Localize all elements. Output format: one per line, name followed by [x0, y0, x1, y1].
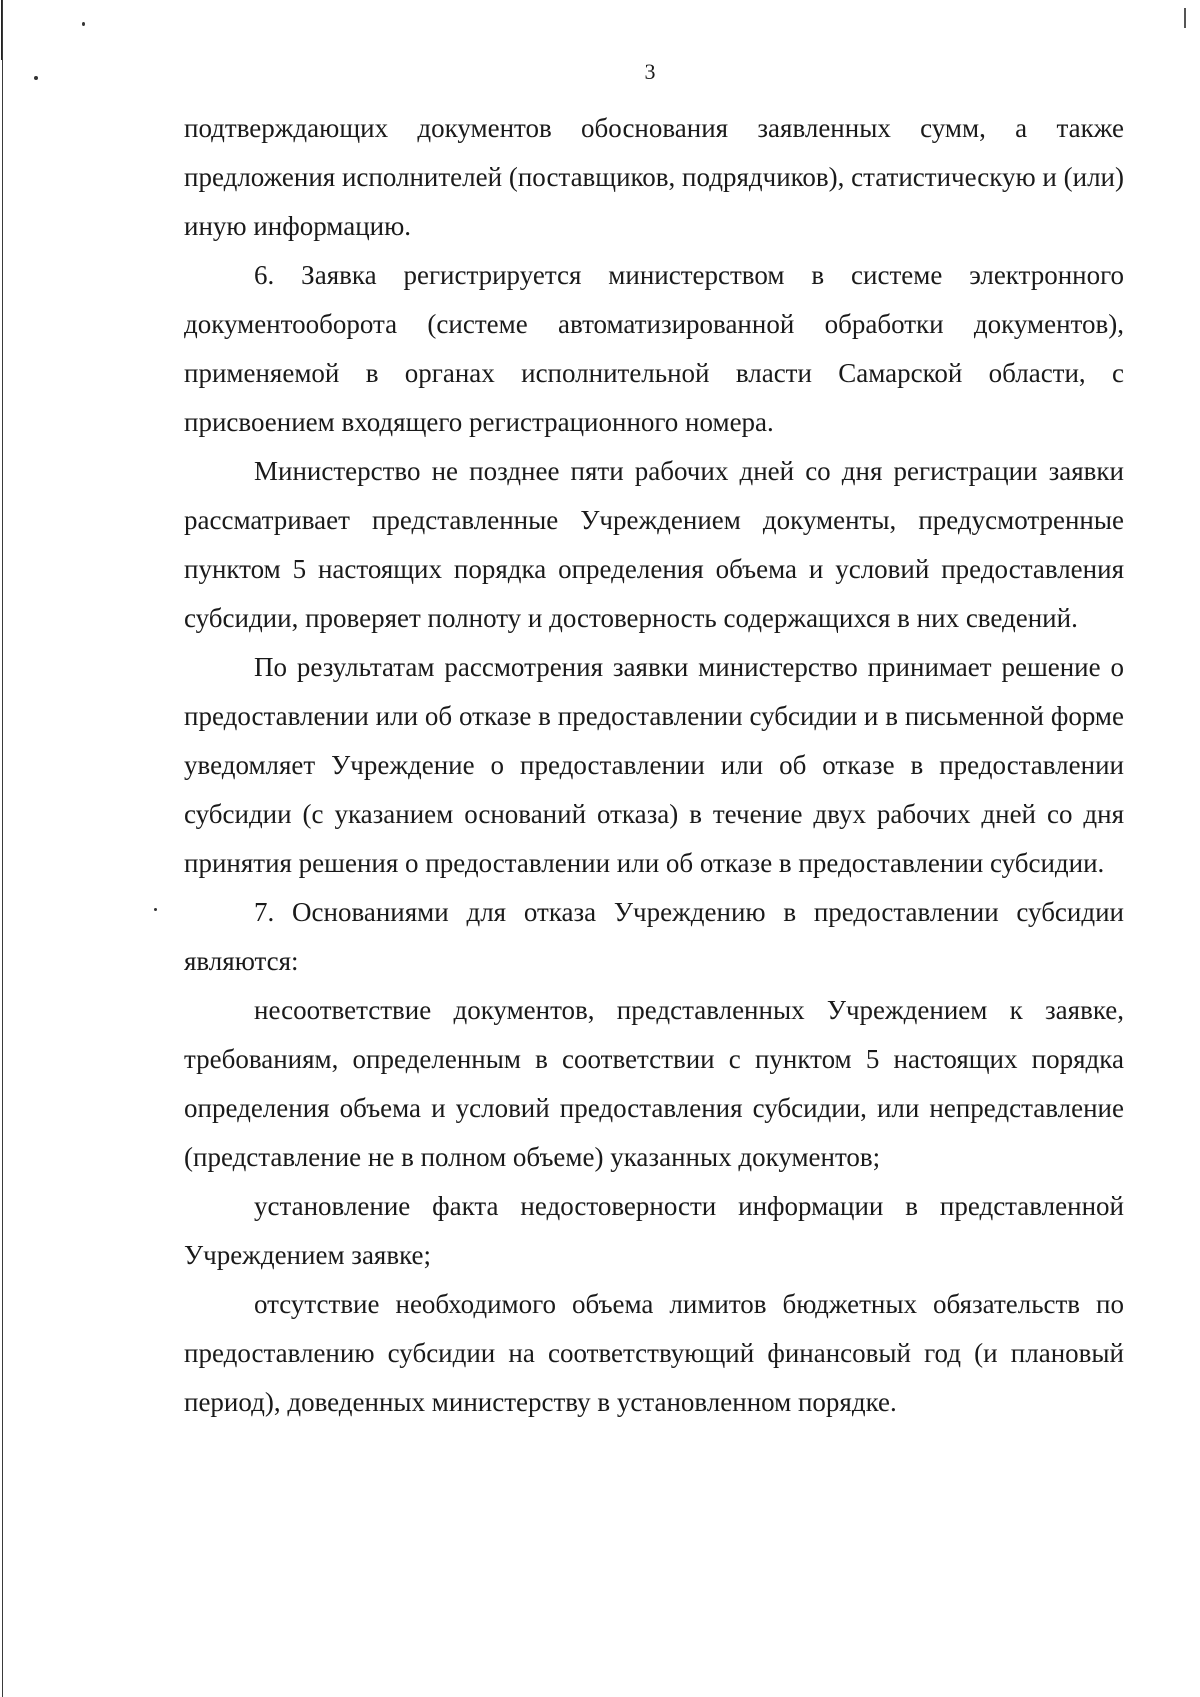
paragraph-review: Министерство не позднее пяти рабочих дней со дня регистрации заявки рассматривает представленные Учреждением документы, предусмотренные пунктом 5 настоящих порядка определения объема и условий предоставления субсидии, проверяет полноту и достоверность содержащихся в них сведений.	[184, 456, 1124, 633]
scan-edge-line	[2, 0, 3, 1697]
paragraph-item-7: 7. Основаниями для отказа Учреждению в предоставлении субсидии являются:	[184, 897, 1124, 976]
paragraph-ground-1: несоответствие документов, представленных Учреждением к заявке, требованиям, определенным в соответствии с пунктом 5 настоящих порядка определения объема и условий предоставления субсидии, или непредставление (представление не в полном объеме) указанных документов;	[184, 995, 1124, 1172]
page-number: 3	[644, 59, 656, 84]
paragraph-ground-2: установление факта недостоверности информации в представленной Учреждением заявке;	[184, 1191, 1124, 1270]
paragraph-continuation: подтверждающих документов обоснования заявленных сумм, а также предложения исполнителей (поставщиков, подрядчиков), статистическую и (или) иную информацию.	[184, 113, 1124, 241]
scan-speck	[34, 76, 38, 80]
scan-edge-mark-right	[1184, 8, 1186, 28]
paragraph-ground-3: отсутствие необходимого объема лимитов бюджетных обязательств по предоставлению субсидии на соответствующий финансовый год (и плановый период), доведенных министерству в установленном порядке.	[184, 1289, 1124, 1417]
scan-speck	[154, 908, 157, 911]
document-body	[184, 104, 1124, 1427]
paragraph-decision: По результатам рассмотрения заявки министерство принимает решение о предоставлении или об отказе в предоставлении субсидии и в письменной форме уведомляет Учреждение о предоставлении или об отказе в предоставлении субсидии (с указанием оснований отказа) в течение двух рабочих дней со дня принятия решения о предоставлении или об отказе в предоставлении субсидии.	[184, 652, 1124, 878]
paragraph-item-6: 6. Заявка регистрируется министерством в системе электронного документооборота (системе автоматизированной обработки документов), применяемой в органах исполнительной власти Самарской области, с присвоением входящего регистрационного номера.	[184, 260, 1124, 437]
scan-speck	[82, 22, 85, 26]
